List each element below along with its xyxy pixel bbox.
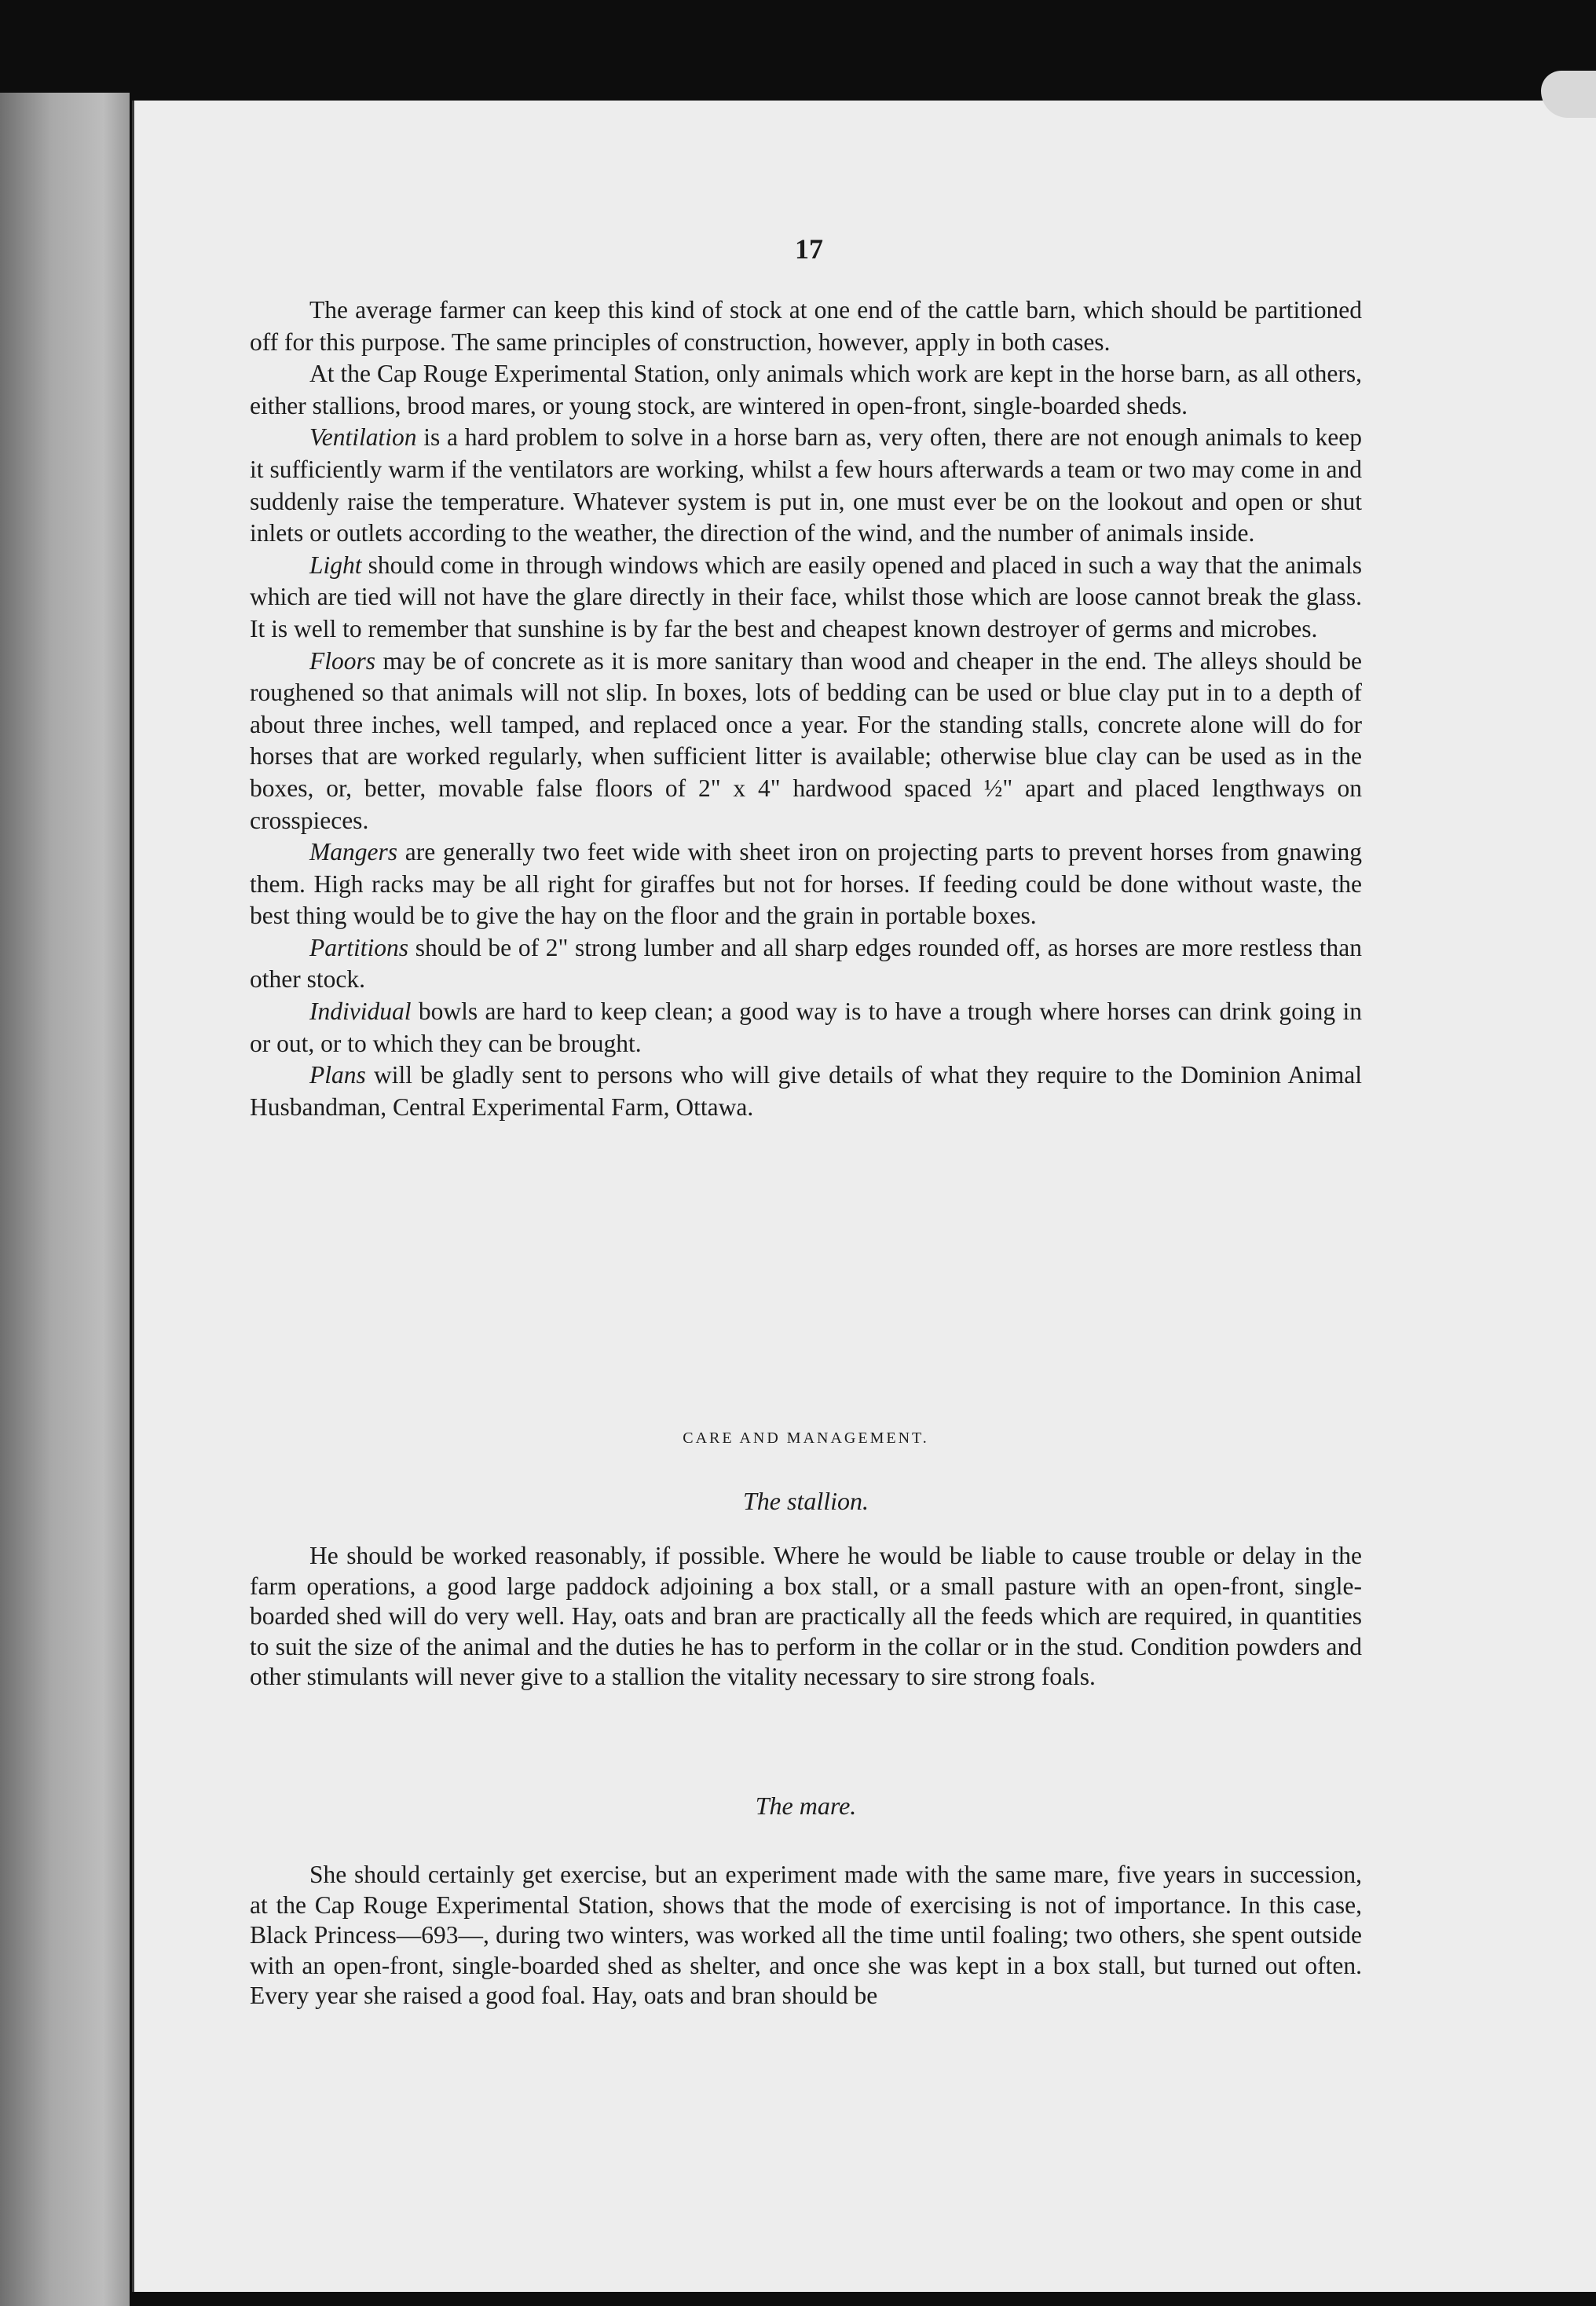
paragraph-lead: Mangers <box>309 838 397 866</box>
paragraph: The average farmer can keep this kind of stock at one end of the cattle barn, which should be partitioned off for this purpose. The same principles of construction, however, apply in both cases. <box>250 296 1362 356</box>
paragraph: Partitions should be of 2" strong lumber and all sharp edges rounded off, as horses are more restless than other stock. <box>250 933 1362 994</box>
paragraph: Ventilation is a hard problem to solve in a horse barn as, very often, there are not enough animals to keep it sufficiently warm if the ventilators are working, whilst a few hours afterwards a team or two may come in and suddenly raise the temperature. Whatever system is put in, one must ever be on the lookout and open or shut inlets or outlets according to the weather, the direction of the wind, and the number of animals inside. <box>250 423 1362 547</box>
page-number: 17 <box>795 233 823 265</box>
paragraph: Mangers are generally two feet wide with sheet iron on projecting parts to prevent horses from gnawing them. High racks may be all right for giraffes but not for horses. If feeding could be done without waste, the best thing would be to give the hay on the floor and the grain in portable boxes. <box>250 838 1362 930</box>
paragraph-lead: Light <box>309 551 362 579</box>
paragraph: Plans will be gladly sent to persons who will give details of what they require to the Dominion Animal Husbandman, Central Experimental Farm, Ottawa. <box>250 1061 1362 1121</box>
paragraph-lead: Individual <box>309 997 412 1026</box>
paragraph-lead: Ventilation <box>309 423 417 452</box>
paragraph-lead: Partitions <box>309 933 409 961</box>
facing-page-edge <box>0 93 130 2306</box>
paragraph-lead: Floors <box>309 646 376 675</box>
mare-heading: The mare. <box>755 1792 857 1820</box>
paragraph: Floors may be of concrete as it is more sanitary than wood and cheaper in the end. The alleys should be roughened so that animals will not slip. In boxes, lots of bedding can be used or blue clay put in to a depth of about three inches, well tamped, and replaced once a year. For the standing stalls, concrete alone will do for horses that are worked regularly, when sufficient litter is available; otherwise blue clay can be used as in the boxes, or, better, movable false floors of 2" x 4" hardwood spaced ½" apart and placed lengthways on crosspieces. <box>250 646 1362 834</box>
paragraph: At the Cap Rouge Experimental Station, only animals which work are kept in the horse barn, as all others, either stallions, brood mares, or young stock, are wintered in open-front, single-boarded sheds. <box>250 360 1362 419</box>
mare-text <box>250 1860 1362 2011</box>
scan-corner-mark <box>1541 71 1596 118</box>
paragraph: Light should come in through windows which are easily opened and placed in such a way that the animals which are tied will not have the glare directly in their face, whilst those which are loose cannot break the glass. It is well to remember that sunshine is by far the best and cheapest known destroyer of germs and microbes. <box>250 551 1362 642</box>
stallion-heading: The stallion. <box>742 1487 869 1515</box>
paragraph-lead: Plans <box>309 1061 366 1089</box>
barn-construction-text <box>250 295 1362 1123</box>
paragraph: He should be worked reasonably, if possible. Where he would be liable to cause trouble or delay in the farm operations, a good large paddock adjoining a box stall, or a small pasture with an open-front, single-boarded shed will do very well. Hay, oats and bran are practically all the feeds which are required, in quantities to suit the size of the animal and the duties he has to perform in the collar or in the stud. Condition powders and other stimulants will never give to a stallion the vitality necessary to sire strong foals. <box>250 1542 1362 1691</box>
paragraph: She should certainly get exercise, but an experiment made with the same mare, five years in succession, at the Cap Rouge Experimental Station, shows that the mode of exercising is not of importance. In this case, Black Princess—693—, during two winters, was worked all the time until foaling; two others, she spent outside with an open-front, single-boarded shed as shelter, and once she was kept in a box stall, but turned out often. Every year she raised a good foal. Hay, oats and bran should be <box>250 1861 1362 2010</box>
section-heading: CARE AND MANAGEMENT. <box>683 1429 929 1447</box>
stallion-text <box>250 1541 1362 1693</box>
paragraph: Individual bowls are hard to keep clean; a good way is to have a trough where horses can drink going in or out, or to which they can be brought. <box>250 997 1362 1057</box>
